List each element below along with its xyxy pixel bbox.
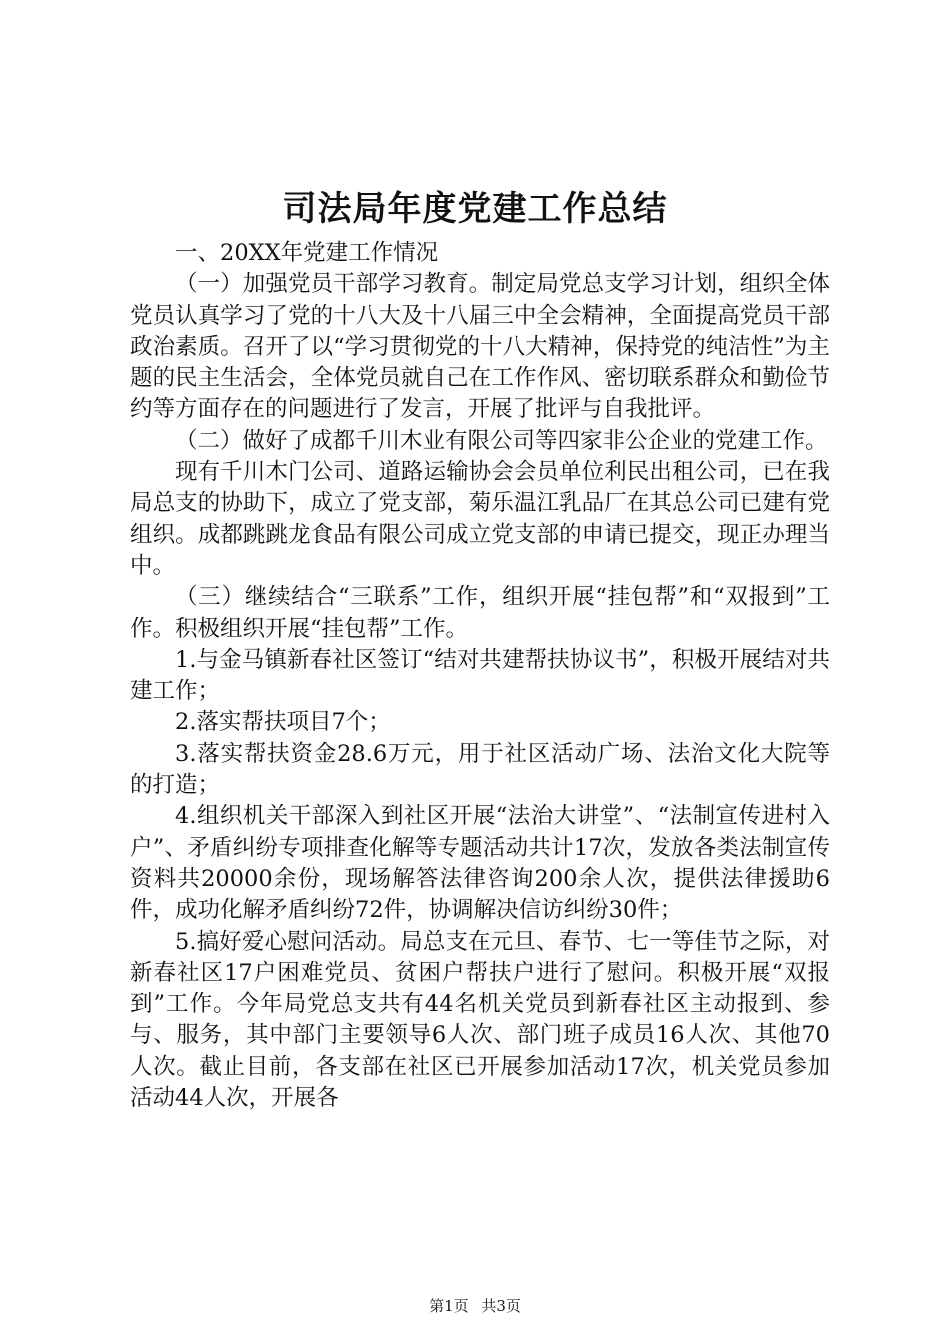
list-item: 1.与金马镇新春社区签订“结对共建帮扶协议书”，积极开展结对共建工作；	[130, 646, 830, 705]
section-heading: 一、20XX年党建工作情况	[175, 240, 439, 266]
document-title: 司法局年度党建工作总结	[282, 189, 668, 229]
paragraph: （一）加强党员干部学习教育。制定局党总支学习计划，组织全体党员认真学习了党的十八大及十八届三中全会精神，全面提高党员干部政治素质。召开了以“学习贯彻党的十八大精神，保持党的纯洁性”为主题的民主生活会，全体党员就自己在工作作风、密切联系群众和勤俭节约等方面存在的问题进行了发言，开展了批评与自我批评。	[130, 271, 830, 423]
list-item: 2.落实帮扶项目7个；	[175, 709, 391, 736]
list-item: 3.落实帮扶资金28.6万元，用于社区活动广场、法治文化大院等的打造；	[130, 740, 830, 799]
page-total: 共3页	[481, 1297, 521, 1315]
paragraph: 现有千川木门公司、道路运输协会会员单位利民出租公司，已在我局总支的协助下，成立了党支部，菊乐温江乳品厂在其总公司已建有党组织。成都跳跳龙食品有限公司成立党支部的申请已提交，现正办理当中。	[130, 459, 830, 579]
page-number: 第1页	[429, 1297, 469, 1315]
paragraph: （三）继续结合“三联系”工作，组织开展“挂包帮”和“双报到”工作。积极组织开展“挂包帮”工作。	[130, 584, 830, 642]
list-item: 5.搞好爱心慰问活动。局总支在元旦、春节、七一等佳节之际，对新春社区17户困难党员、贫困户帮扶户进行了慰问。积极开展“双报到”工作。今年局党总支共有44名机关党员到新春社区主动报到、参与、服务，其中部门主要领导6人次、部门班子成员16人次、其他70人次。截止目前，各支部在社区已开展参加活动17次，机关党员参加活动44人次，开展各	[130, 928, 830, 1112]
page-footer	[0, 1296, 950, 1316]
list-item: 4.组织机关干部深入到社区开展“法治大讲堂”、“法制宣传进村入户”、矛盾纠纷专项排查化解等专题活动共计17次，发放各类法制宣传资料共20000余份，现场解答法律咨询200余人次，提供法律援助6件，成功化解矛盾纠纷72件，协调解决信访纠纷30件；	[130, 803, 830, 924]
document-body	[130, 238, 830, 1114]
paragraph: （二）做好了成都千川木业有限公司等四家非公企业的党建工作。	[175, 427, 828, 454]
